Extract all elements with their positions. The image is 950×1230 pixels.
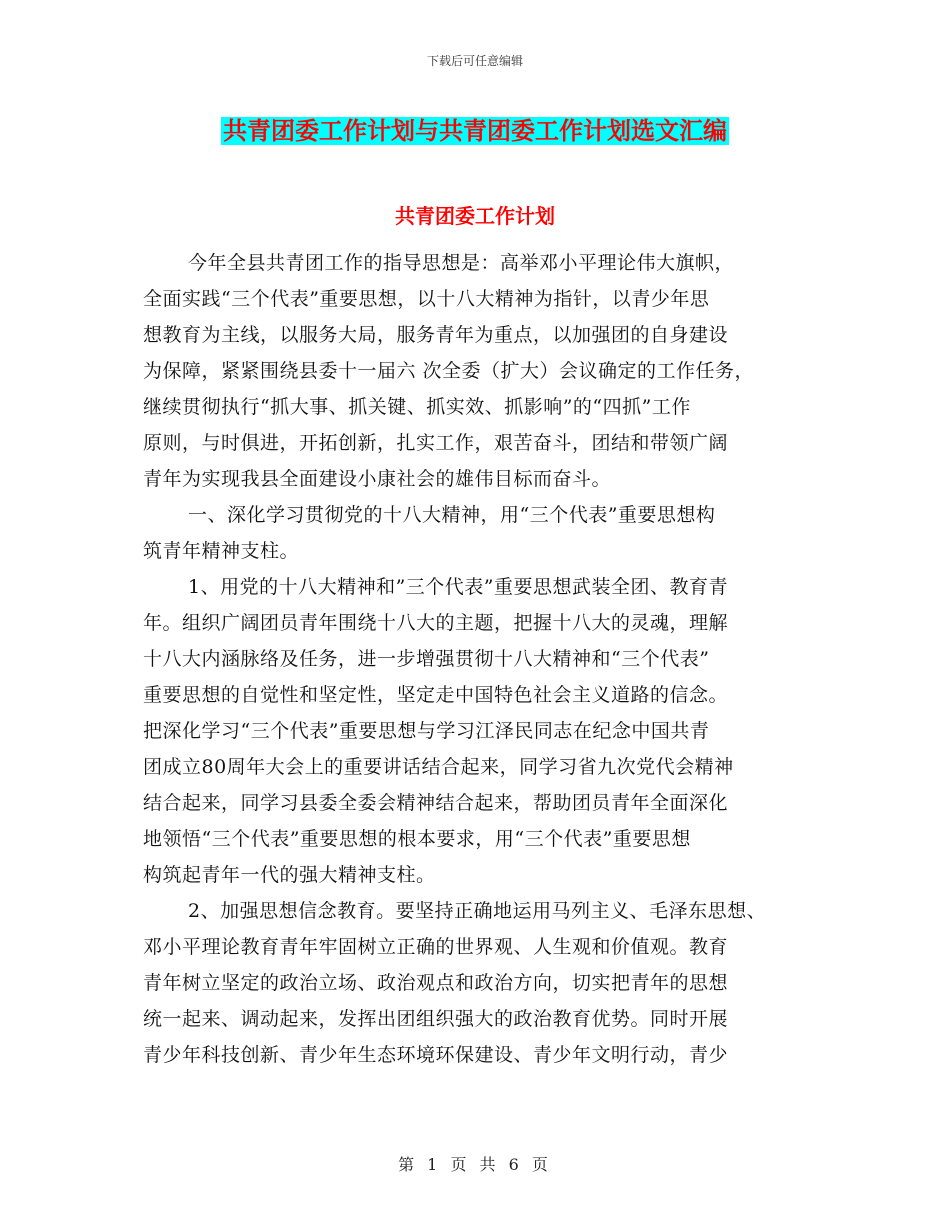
- text-line: 2、加强思想信念教育。要坚持正确地运用马列主义、毛泽东思想、: [188, 900, 767, 922]
- text-line: 青年树立坚定的政治立场、政治观点和政治方向，切实把青年的思想: [143, 972, 729, 994]
- text-line: 青少年科技创新、青少年生态环境环保建设、青少年文明行动，青少: [143, 1044, 729, 1066]
- text-line: 十八大内涵脉络及任务，进一步增强贯彻十八大精神和“三个代表”: [143, 648, 710, 670]
- text-line: 今年全县共青团工作的指导思想是：高举邓小平理论伟大旗帜，: [188, 252, 735, 274]
- header-note: 下载后可任意编辑: [426, 54, 523, 68]
- section-title: 共青团委工作计划: [395, 204, 555, 228]
- document-title-text: 共青团委工作计划与共青团委工作计划选文汇编: [223, 117, 727, 145]
- text-line: 全面实践“三个代表”重要思想，以十八大精神为指针，以青少年思: [143, 288, 710, 310]
- document-title: [0, 112, 950, 153]
- text-line: 原则，与时俱进，开拓创新，扎实工作，艰苦奋斗，团结和带领广阔: [143, 432, 729, 454]
- text-line: 想教育为主线，以服务大局，服务青年为重点，以加强团的自身建设: [143, 324, 729, 346]
- text-line: 一、深化学习贯彻党的十八大精神，用“三个代表”重要思想构: [188, 504, 716, 526]
- text-line: 年。组织广阔团员青年围绕十八大的主题，把握十八大的灵魂，理解: [143, 612, 729, 634]
- text-line: 结合起来，同学习县委全委会精神结合起来，帮助团员青年全面深化: [143, 792, 729, 814]
- text-line: 继续贯彻执行“抓大事、抓关键、抓实效、抓影响”的“四抓”工作: [143, 396, 691, 418]
- text-line: 筑青年精神支柱。: [143, 540, 300, 562]
- text-line: 把深化学习“三个代表”重要思想与学习江泽民同志在纪念中国共青: [143, 720, 710, 742]
- text-line: 1、用党的十八大精神和”三个代表”重要思想武装全团、教育青: [188, 576, 729, 598]
- body-text: [143, 249, 827, 1077]
- text-line: 青年为实现我县全面建设小康社会的雄伟目标而奋斗。: [143, 468, 612, 490]
- text-line: 地领悟“三个代表”重要思想的根本要求，用“三个代表”重要思想: [143, 828, 691, 850]
- text-line: 邓小平理论教育青年牢固树立正确的世界观、人生观和价值观。教育: [143, 936, 729, 958]
- text-line: 团成立80周年大会上的重要讲话结合起来，同学习省九次党代会精神: [143, 756, 734, 778]
- text-line: 为保障，紧紧围绕县委十一届六 次全委（扩大）会议确定的工作任务，: [143, 360, 755, 382]
- text-line: 重要思想的自觉性和坚定性，坚定走中国特色社会主义道路的信念。: [143, 684, 729, 706]
- text-line: 构筑起青年一代的强大精神支柱。: [143, 864, 436, 886]
- page-footer: 第 1 页 共 6 页: [398, 1155, 552, 1174]
- text-line: 统一起来、调动起来，发挥出团组织强大的政治教育优势。同时开展: [143, 1008, 729, 1030]
